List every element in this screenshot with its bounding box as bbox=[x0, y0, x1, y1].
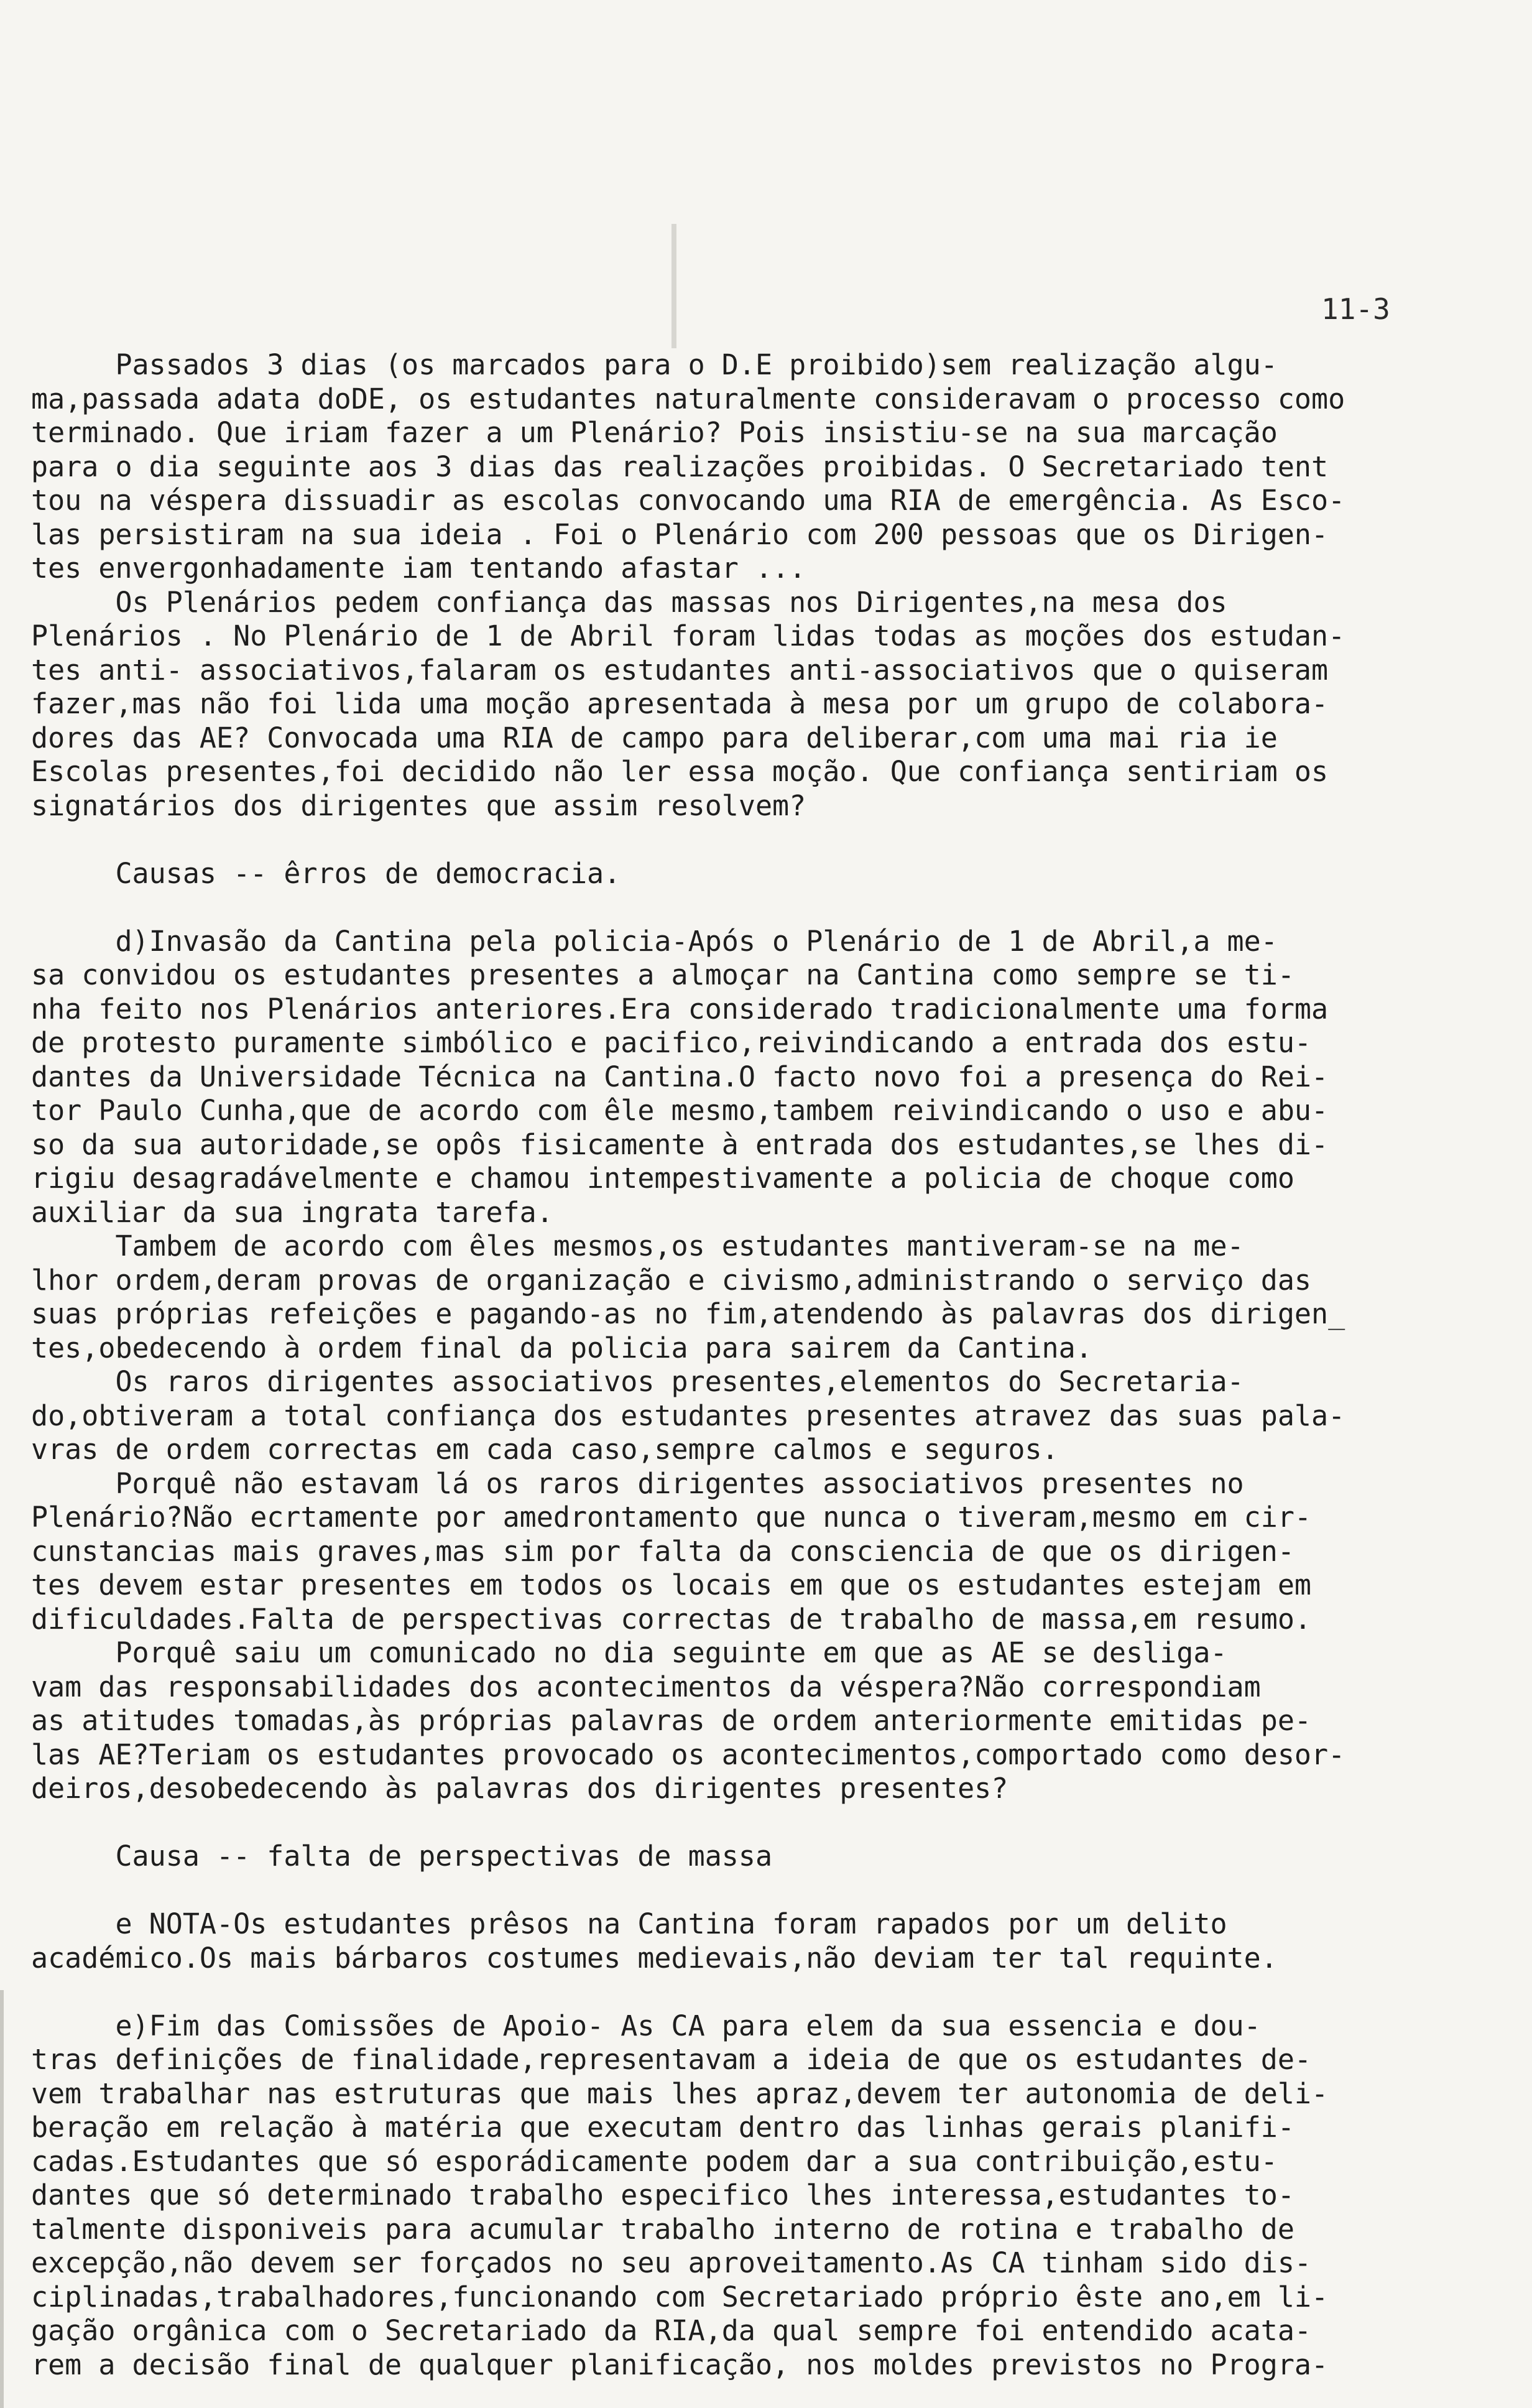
text-line: talmente disponiveis para acumular trabalho interno de rotina e trabalho de bbox=[31, 2212, 1294, 2246]
text-line: tras definições de finalidade,representavam a ideia de que os estudantes de- bbox=[31, 2043, 1312, 2076]
page-number: 11-3 bbox=[1321, 292, 1390, 326]
blank-line bbox=[31, 1806, 1511, 1840]
text-line: gação orgânica com o Secretariado da RIA,da qual sempre foi entendido acata- bbox=[31, 2314, 1312, 2347]
page-edge-shadow bbox=[0, 1990, 4, 2408]
text-line: do,obtiveram a total confiança dos estudantes presentes atravez das suas pala- bbox=[31, 1399, 1345, 1432]
text-line: Passados 3 dias (os marcados para o D.E proibido)sem realização algu- bbox=[31, 348, 1278, 381]
blank-line bbox=[31, 1975, 1511, 2009]
text-line: rem a decisão final de qualquer planificação, nos moldes previstos no Progra- bbox=[31, 2348, 1329, 2381]
section-cause: Causas -- êrros de democracia. bbox=[31, 856, 621, 890]
text-line: auxiliar da sua ingrata tarefa. bbox=[31, 1195, 553, 1229]
text-line: Escolas presentes,foi decidido não ler essa moção. Que confiança sentiriam os bbox=[31, 755, 1329, 788]
text-line: cadas.Estudantes que só esporádicamente podem dar a sua contribuição,estu- bbox=[31, 2144, 1278, 2178]
text-line: vem trabalhar nas estruturas que mais lhes apraz,devem ter autonomia de deli- bbox=[31, 2077, 1329, 2110]
blank-line bbox=[31, 1874, 1511, 1908]
text-line: las AE?Teriam os estudantes provocado os acontecimentos,comportado como desor- bbox=[31, 1738, 1345, 1771]
text-line: Porquê saiu um comunicado no dia seguinte em que as AE se desliga- bbox=[31, 1636, 1227, 1669]
text-line: Porquê não estavam lá os raros dirigentes associativos presentes no bbox=[31, 1466, 1244, 1500]
document-body bbox=[31, 348, 1511, 2408]
section-heading-d: d)Invasão da Cantina pela policia-Após o Plenário de 1 de Abril,a me- bbox=[31, 924, 1278, 958]
text-line: tor Paulo Cunha,que de acordo com êle mesmo,tambem reivindicando o uso e abu- bbox=[31, 1094, 1329, 1127]
text-line: tes envergonhadamente iam tentando afastar ... bbox=[31, 552, 806, 585]
text-line: sa convidou os estudantes presentes a almoçar na Cantina como sempre se ti- bbox=[31, 958, 1294, 991]
text-line: deiros,desobedecendo às palavras dos dirigentes presentes? bbox=[31, 1772, 1008, 1805]
text-line: ciplinadas,trabalhadores,funcionando com Secretariado próprio êste ano,em li- bbox=[31, 2280, 1329, 2313]
text-line: nha feito nos Plenários anteriores.Era considerado tradicionalmente uma forma bbox=[31, 992, 1329, 1026]
text-line: beração em relação à matéria que executam dentro das linhas gerais planifi- bbox=[31, 2111, 1294, 2144]
text-line: signatários dos dirigentes que assim resolvem? bbox=[31, 789, 806, 822]
blank-line bbox=[31, 891, 1511, 925]
text-line: Tambem de acordo com êles mesmos,os estudantes mantiveram-se na me- bbox=[31, 1229, 1244, 1262]
text-line: tes devem estar presentes em todos os locais em que os estudantes estejam em bbox=[31, 1568, 1312, 1601]
text-line: as atitudes tomadas,às próprias palavras de ordem anteriormente emitidas pe- bbox=[31, 1704, 1312, 1737]
text-line: so da sua autoridade,se opôs fisicamente à entrada dos estudantes,se lhes di- bbox=[31, 1128, 1329, 1161]
text-line: para o dia seguinte aos 3 dias das realizações proibidas. O Secretariado tent bbox=[31, 450, 1329, 483]
text-line: vam das responsabilidades dos acontecimentos da véspera?Não correspondiam bbox=[31, 1670, 1261, 1703]
text-line bbox=[31, 2382, 1511, 2408]
note-line: académico.Os mais bárbaros costumes medievais,não deviam ter tal requinte. bbox=[31, 1941, 1278, 1975]
text-line: Plenário?Não ecrtamente por amedrontamento que nunca o tiveram,mesmo em cir- bbox=[31, 1501, 1312, 1534]
blank-line bbox=[31, 823, 1511, 857]
text-line: Plenários . No Plenário de 1 de Abril foram lidas todas as moções dos estudan- bbox=[31, 619, 1345, 652]
text-line: lhor ordem,deram provas de organização e civismo,administrando o serviço das bbox=[31, 1263, 1312, 1297]
note-line: e NOTA-Os estudantes prêsos na Cantina foram rapados por um delito bbox=[31, 1907, 1227, 1940]
text-line: Os Plenários pedem confiança das massas nos Dirigentes,na mesa dos bbox=[31, 585, 1227, 619]
text-line: ma,passada adata doDE, os estudantes naturalmente consideravam o processo como bbox=[31, 382, 1345, 415]
scan-smudge bbox=[671, 224, 676, 348]
text-line: dantes da Universidade Técnica na Cantina.O facto novo foi a presença do Rei- bbox=[31, 1060, 1329, 1093]
section-cause: Causa -- falta de perspectivas de massa bbox=[31, 1840, 773, 1873]
text-line: tou na véspera dissuadir as escolas convocando uma RIA de emergência. As Esco- bbox=[31, 484, 1345, 517]
text-line: cunstancias mais graves,mas sim por falta da consciencia de que os dirigen- bbox=[31, 1534, 1294, 1568]
text-line: rigiu desagradávelmente e chamou intempestivamente a policia de choque como bbox=[31, 1162, 1294, 1195]
text-line: suas próprias refeições e pagando-as no fim,atendendo às palavras dos dirigen_ bbox=[31, 1297, 1345, 1330]
text-line: dantes que só determinado trabalho especifico lhes interessa,estudantes to- bbox=[31, 2179, 1294, 2211]
text-line: dores das AE? Convocada uma RIA de campo para deliberar,com uma mai ria ie bbox=[31, 721, 1278, 754]
text-line: tes anti- associativos,falaram os estudantes anti-associativos que o quiseram bbox=[31, 653, 1329, 687]
text-line: Os raros dirigentes associativos presentes,elementos do Secretaria- bbox=[31, 1365, 1244, 1398]
text-line: dificuldades.Falta de perspectivas correctas de trabalho de massa,em resumo. bbox=[31, 1602, 1312, 1636]
section-heading-e: e)Fim das Comissões de Apoio- As CA para elem da sua essencia e dou- bbox=[31, 2009, 1261, 2042]
text-line: excepção,não devem ser forçados no seu aproveitamento.As CA tinham sido dis- bbox=[31, 2246, 1312, 2279]
text-line: terminado. Que iriam fazer a um Plenário? Pois insistiu-se na sua marcação bbox=[31, 416, 1278, 449]
text-line: de protesto puramente simbólico e pacifico,reivindicando a entrada dos estu- bbox=[31, 1026, 1312, 1059]
text-line: las persistiram na sua ideia . Foi o Plenário com 200 pessoas que os Dirigen- bbox=[31, 517, 1329, 551]
text-line: tes,obedecendo à ordem final da policia para sairem da Cantina. bbox=[31, 1331, 1092, 1364]
text-line: fazer,mas não foi lida uma moção apresentada à mesa por um grupo de colabora- bbox=[31, 687, 1329, 720]
text-line: vras de ordem correctas em cada caso,sempre calmos e seguros. bbox=[31, 1433, 1059, 1466]
